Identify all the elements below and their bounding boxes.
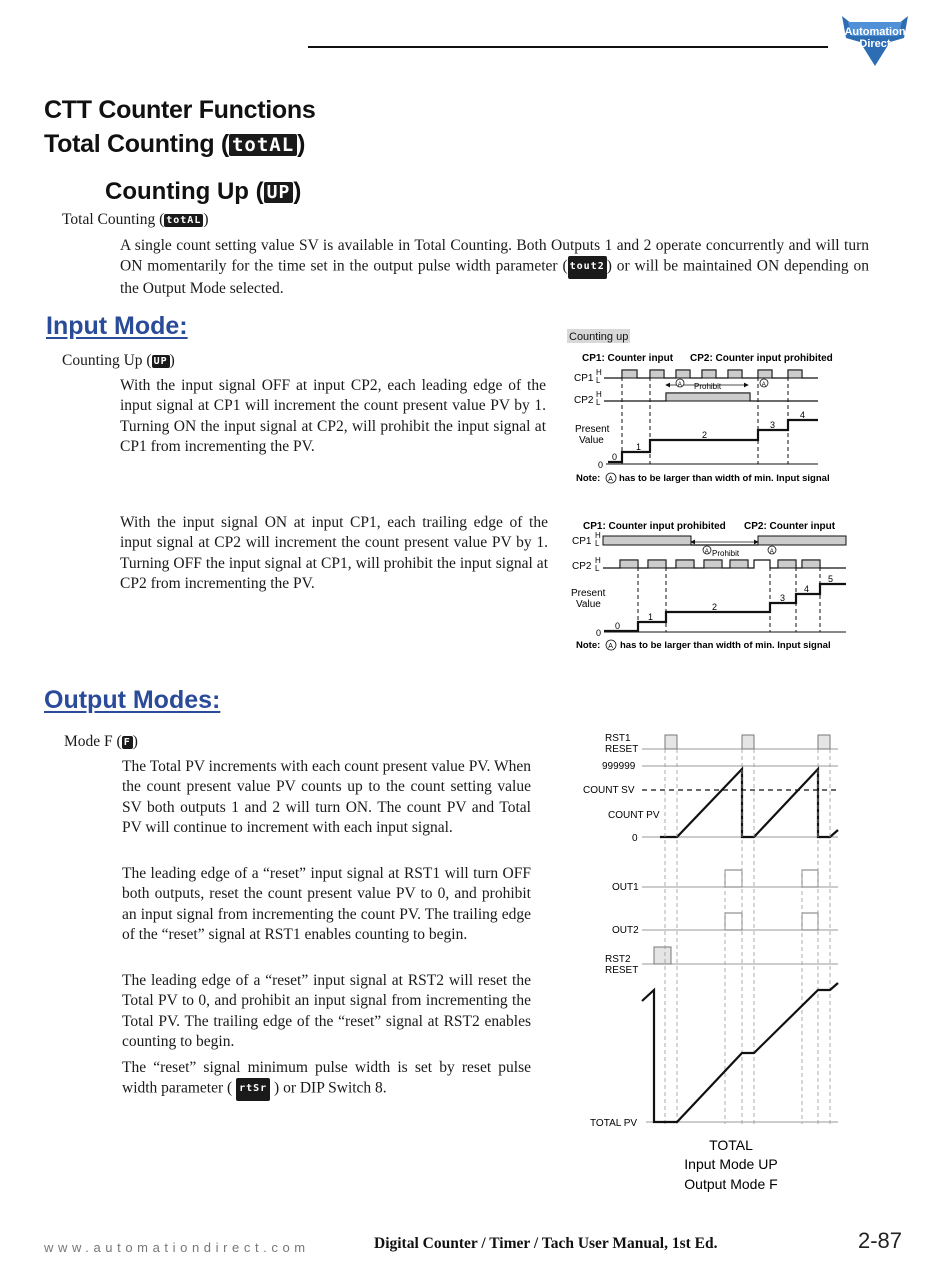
footer-url[interactable]: www.automationdirect.com (44, 1240, 310, 1255)
diagram2-step-5: 5 (828, 574, 834, 584)
output-modes-paragraph-4 (122, 1058, 531, 1101)
diagram2-note-a: A (608, 643, 613, 650)
diagram3-caption-2: Input Mode UP (684, 1156, 778, 1172)
title-text: CTT Counter Functions (44, 96, 316, 124)
diagram1-step-1: 1 (636, 442, 642, 452)
diagram2-pv1: Present (571, 588, 606, 599)
diagram1-cp1: CP1 (574, 373, 594, 384)
diagram1-note-a: A (608, 476, 613, 483)
intro-text-before: A single count setting value SV is available in Total Counting. Both Outputs 1 and 2 operate concurrently and will turn ON momentarily for the time set in the output pulse width parameter ( (120, 237, 869, 276)
diagram1-note-suffix: has to be larger than width of min. Input signal (619, 473, 830, 484)
diagram2-step-0: 0 (615, 621, 621, 631)
diagram1-step-2: 2 (702, 430, 708, 440)
mode-f-label-suffix: ) (132, 733, 138, 750)
mode-f-label-prefix: Mode F ( (64, 733, 122, 750)
diagram3-max: 999999 (602, 761, 636, 772)
diagram2-a-mark-2: A (769, 548, 774, 555)
footer-manual-title: Digital Counter / Timer / Tach User Manual, 1st Ed. (374, 1235, 718, 1252)
diagram1-prohibit: Prohibit (694, 382, 722, 391)
diagram1-pv2: Value (579, 435, 604, 446)
input-mode-heading (46, 312, 188, 341)
counting-up-diagram-1 (560, 326, 860, 486)
intro-label-prefix: Total Counting ( (62, 211, 165, 228)
diagram2-zero: 0 (596, 628, 602, 638)
output-modes-paragraph-2: The leading edge of a “reset” input signal at RST1 will turn OFF both outputs, reset the count present value PV to 0, and prohibit an input signal from incrementing the count PV. The trailing edge of the “reset” signal at RST1 enables counting to begin. (122, 865, 531, 943)
input-mode-heading-text: Input Mode: (46, 312, 188, 340)
page-title (44, 96, 315, 125)
output-modes-heading (44, 686, 220, 715)
diagram1-note-prefix: Note: (576, 473, 601, 484)
diagram3-rst1b: RESET (605, 744, 639, 755)
diagram2-step-2: 2 (712, 602, 718, 612)
diagram2-cp2: CP2 (572, 561, 592, 572)
lcd-tout2-icon: tout2 (568, 256, 607, 278)
diagram1-pv1: Present (575, 424, 610, 435)
title3-prefix: Counting Up ( (105, 178, 264, 205)
diagram3-total-pv: TOTAL PV (590, 1118, 638, 1129)
diagram3-count-pv: COUNT PV (608, 810, 660, 821)
diagram2-note-suffix: has to be larger than width of min. Input signal (620, 640, 831, 651)
mode-f-label (64, 733, 138, 751)
diagram2-step-3: 3 (780, 593, 786, 603)
output-modes-paragraph-1: The Total PV increments with each count present value PV. When the count present value PV counts up to the count setting value SV both outputs 1 and 2 will turn ON. The count PV and Total PV will continue to increment with each input signal. (122, 758, 531, 836)
subsection-title-counting-up (105, 178, 301, 206)
diagram2-l2: L (595, 564, 600, 573)
lcd-total-icon: totAL (229, 134, 297, 156)
diagram1-step-0: 0 (612, 452, 618, 462)
input-mode-label (62, 352, 175, 370)
diagram1-head-left: CP1: Counter input (582, 353, 674, 364)
logo-text-1: Automation (844, 26, 906, 38)
diagram1-cp2: CP2 (574, 395, 594, 406)
para4-before: The “reset” signal minimum pulse width is set by reset pulse width parameter ( (122, 1059, 531, 1098)
lcd-up-small-icon: UP (153, 355, 168, 367)
input-mode-paragraph-2: With the input signal ON at input CP1, each trailing edge of the input signal at CP2 will increment the count present value PV by 1. Turning OFF the input signal at CP1, will prohibit the input signal at CP2 from incrementing the PV. (120, 514, 548, 592)
diagram2-l1: L (595, 539, 600, 548)
intro-label (62, 211, 209, 229)
diagram2-h2: H (595, 556, 601, 565)
input-mode-label-suffix: ) (169, 352, 175, 369)
diagram1-step-4: 4 (800, 410, 806, 420)
logo-text-2: Direct (859, 38, 891, 50)
diagram2-head-right: CP2: Counter input (744, 521, 836, 532)
lcd-total-small-icon: totAL (166, 214, 202, 226)
page-number: 2-87 (858, 1228, 903, 1253)
diagram3-zero: 0 (632, 833, 638, 844)
diagram2-pv2: Value (576, 599, 601, 610)
lcd-rtsr-icon: rtSr (236, 1078, 270, 1100)
section-title-total-counting (44, 130, 305, 159)
diagram3-rst1a: RST1 (605, 733, 631, 744)
diagram2-step-4: 4 (804, 584, 810, 594)
diagram1-h1: H (596, 368, 602, 377)
title2-prefix: Total Counting ( (44, 130, 229, 158)
diagram2-h1: H (595, 531, 601, 540)
output-mode-f-diagram (570, 724, 850, 1194)
diagram2-a-mark-1: A (704, 548, 709, 555)
diagram3-rst2b: RESET (605, 965, 639, 976)
diagram1-l2: L (596, 398, 601, 407)
counting-up-diagram-2 (560, 512, 860, 657)
title2-suffix: ) (297, 130, 306, 158)
diagram3-count-sv: COUNT SV (583, 785, 635, 796)
diagram1-l1: L (596, 376, 601, 385)
output-modes-heading-text: Output Modes: (44, 686, 221, 714)
diagram2-head-left: CP1: Counter input prohibited (583, 521, 726, 532)
diagram3-rst2a: RST2 (605, 954, 631, 965)
diagram3-caption-1: TOTAL (709, 1137, 753, 1153)
diagram1-zero: 0 (598, 460, 604, 470)
title3-suffix: ) (293, 178, 302, 205)
intro-label-suffix: ) (203, 211, 209, 228)
diagram3-out1: OUT1 (612, 882, 639, 893)
diagram2-note-prefix: Note: (576, 640, 601, 651)
output-modes-paragraph-3: The leading edge of a “reset” input signal at RST2 will reset the Total PV to 0, and prohibit an input signal from incrementing the Total PV. The trailing edge of the “reset” signal at RST2 enables counting to begin. (122, 972, 531, 1050)
diagram1-a-mark-2: A (761, 381, 766, 388)
diagram1-head-right: CP2: Counter input prohibited (690, 353, 833, 364)
diagram3-out2: OUT2 (612, 925, 639, 936)
diagram2-step-1: 1 (648, 612, 654, 622)
lcd-up-icon: UP (264, 182, 294, 203)
para4-after: ) or DIP Switch 8. (274, 1080, 387, 1098)
input-mode-paragraph-1: With the input signal OFF at input CP2, each leading edge of the input signal at CP1 will increment the count present value PV by 1. Turning ON the input signal at CP2, will prohibit the input signal at CP1 from incrementing the PV. (120, 377, 546, 455)
diagram1-step-3: 3 (770, 420, 776, 430)
diagram1-a-mark-1: A (677, 381, 682, 388)
diagram1-tag: Counting up (569, 331, 629, 343)
header-rule (308, 46, 828, 48)
diagram3-caption-3: Output Mode F (684, 1176, 778, 1192)
diagram2-cp1: CP1 (572, 536, 592, 547)
intro-text-after: ) or will be maintained ON depending on the Output Mode selected. (120, 258, 869, 297)
diagram1-h2: H (596, 390, 602, 399)
input-mode-label-prefix: Counting Up ( (62, 352, 152, 369)
lcd-f-icon: F (123, 736, 131, 748)
intro-paragraph (120, 236, 869, 299)
automation-direct-logo (838, 12, 912, 68)
diagram2-prohibit: Prohibit (712, 549, 740, 558)
